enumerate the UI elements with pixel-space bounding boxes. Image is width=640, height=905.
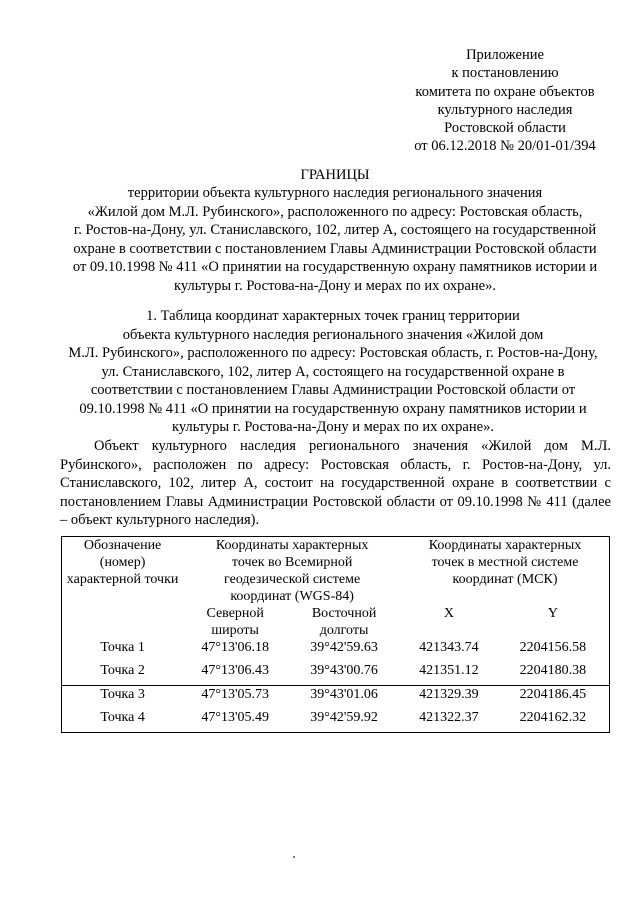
subheader-y: Y [547,606,558,621]
point-longitude: 39°43'00.76 [310,663,378,678]
point-x: 421322.37 [419,710,479,725]
point-x: 421343.74 [419,640,479,655]
point-y: 2204180.38 [519,663,587,678]
subheader-latitude: Северной широты [206,606,264,638]
scan-speck [293,856,295,858]
appendix-line: Приложение [466,47,544,63]
point-name: Точка 2 [100,663,145,678]
point-y: 2204156.58 [519,640,587,655]
point-x: 421329.39 [401,686,497,710]
table-row [62,709,610,733]
section-line: культуры г. Ростова-на-Дону и мерах по их охране». [172,419,494,435]
point-longitude: 39°43'01.06 [287,686,401,710]
point-latitude: 47°13'05.73 [183,686,287,710]
subheader-longitude: Восточной долготы [311,606,377,638]
coordinates-table [61,536,610,733]
section-1-heading [56,307,610,437]
point-latitude: 47°13'05.49 [201,710,269,725]
section-line: соответствии с постановлением Главы Администрации Ростовской области от [90,382,576,398]
point-name: Точка 4 [100,710,145,725]
title-line: г. Ростов-на-Дону, ул. Станиславского, 102, литер А, состоящего на государственной [73,222,597,238]
point-name: Точка 1 [100,640,145,655]
section-line: ул. Станиславского, 102, литер А, состоящего на государственной охране в [101,363,565,380]
section-line: 09.10.1998 № 411 «О принятии на государственную охрану памятников истории и [79,400,587,417]
appendix-line: от 06.12.2018 № 20/01-01/394 [414,138,596,155]
point-x: 421351.12 [419,663,479,678]
title-line: «Жилой дом М.Л. Рубинского», расположенного по адресу: Ростовская область, [87,203,583,220]
appendix-line: Ростовской области [444,120,566,137]
header-wgs84: Координаты характерных точек во Всемирной геодезической системе координат (WGS-84) [215,538,369,604]
table-row [62,639,610,662]
document-heading: ГРАНИЦЫ [300,167,370,183]
point-y: 2204186.45 [497,686,610,710]
table-header-row [62,537,610,606]
title-line: культуры г. Ростова-на-Дону и мерах по их охране». [174,277,496,294]
section-line: объекта культурного наследия регионального значения «Жилой дом [122,326,544,343]
point-y: 2204162.32 [519,710,587,725]
object-description-paragraph: Объект культурного наследия регионального значения «Жилой дом М.Л. Рубинского», расположен по адресу: Ростовская область, г. Ростов-на-Дону, ул. Станиславского, 102, литер А, состоит на государственной охране в соответствии с постановлением Главы Администрации Ростовской области от 09.10.1998 № 411 (далее – объект культурного наследия). [60,438,611,529]
header-msk: Координаты характерных точек в местной системе координат (МСК) [428,538,582,587]
point-name: Точка 3 [62,686,184,710]
table-row [62,662,610,686]
appendix-line: к постановлению [451,65,559,82]
appendix-block [380,46,630,156]
section-line: М.Л. Рубинского», расположенного по адресу: Ростовская область, г. Ростов-на-Дону, [68,345,598,361]
section-line: 1. Таблица координат характерных точек границ территории [146,308,520,324]
title-line: охране в соответствии с постановлением Главы Администрации Ростовской области [73,240,597,257]
appendix-line: культурного наследия [437,101,573,118]
point-longitude: 39°42'59.63 [310,640,378,655]
title-line: территории объекта культурного наследия регионального значения [127,185,543,201]
header-point-designation: Обозначение (номер) характерной точки [66,538,179,587]
document-title-block [60,166,610,295]
title-line: от 09.10.1998 № 411 «О принятии на государственную охрану памятников истории и [72,259,598,275]
point-longitude: 39°42'59.92 [310,710,378,725]
table-row [62,686,610,710]
point-latitude: 47°13'06.43 [201,663,269,678]
subheader-x: X [443,606,454,621]
point-latitude: 47°13'06.18 [201,640,269,655]
appendix-line: комитета по охране объектов [415,83,595,100]
